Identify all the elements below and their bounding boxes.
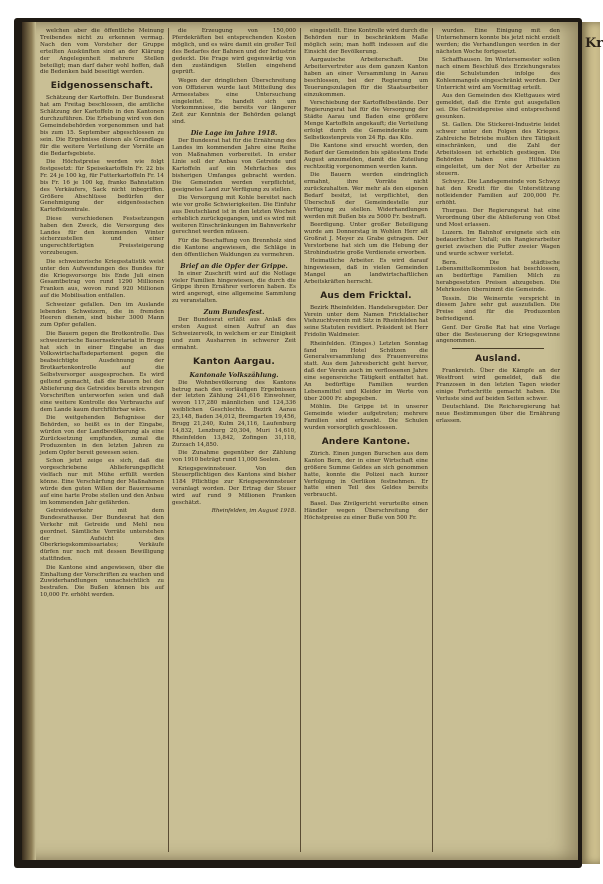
- article-paragraph: welchen aber die öffentliche Meinung Treibendes nicht zu erkennen vermag. Nach den vom Vorsteher der Gruppe erteilten Auskünften sind an der Klärung der Angelegenheit mehrere Stellen beteiligt; man darf daher wohl hoffen, daß die Bedenken bald beseitigt werden.: [40, 28, 164, 76]
- bound-volume: [14, 18, 582, 868]
- article-subheading: Zum Bundesfest.: [203, 308, 265, 317]
- article-paragraph: Die schweizerische Kriegsstatistik weist unter den Aufwendungen des Bundes für die Kriegsvorsorge bis Ende Juli einen Gesamtbetrag von rund 1290 Millionen Franken aus, wovon rund 920 Millionen auf die Mobilisation entfallen.: [40, 258, 164, 300]
- article-paragraph: Die Höchstpreise werden wie folgt festgesetzt: für Speisekartoffeln Fr. 22 bis Fr. 24 je 100 kg, für Futterkartoffeln Fr. 14 bis Fr. 16 je 100 kg, franko Bahnstation des Verkäufers, Sack nicht inbegriffen. Größere Abschlüsse bedürfen der Genehmigung der eidgenössischen Kartoffelzentrale.: [40, 159, 164, 214]
- article-paragraph: St. Gallen. Die Stickerei-Industrie leidet schwer unter den Folgen des Krieges. Zahlreiche Betriebe mußten ihre Tätigkeit einschränken, und die Zahl der Arbeitslosen ist erheblich gestiegen. Die Behörden haben eine Hilfsaktion eingeleitet, um der Not der Arbeiter zu steuern.: [436, 122, 560, 177]
- article-paragraph: Rheinfelden. (Einges.) Letzten Sonntag fand im Hotel Schützen die Generalversammlung des Frauenvereins statt. Aus dem Jahresbericht geht hervor, daß der Verein auch im verflossenen Jahre eine segensreiche Tätigkeit entfaltet hat. An bedürftige Familien wurden Lebensmittel und Kleider im Werte von über 2000 Fr. abgegeben.: [304, 340, 428, 402]
- article-paragraph: Möhlin. Die Grippe ist in unserer Gemeinde wieder aufgetreten; mehrere Familien sind erkrankt. Die Schulen wurden vorsorglich geschlossen.: [304, 404, 428, 432]
- article-paragraph: Schaffhausen. Im Wintersemester sollen nach einem Beschluß des Erziehungsrates die Schulstunden infolge des Kohlenmangels eingeschränkt werden. Der Unterricht wird am Vormittag erteilt.: [436, 57, 560, 91]
- article-paragraph: Diese verschiedenen Festsetzungen haben den Zweck, die Versorgung des Landes für den kommenden Winter sicherzustellen und einer ungerechtfertigten Preissteigerung vorzubeugen.: [40, 215, 164, 257]
- article-paragraph: die Erzeugung von 150,000 Pferdekräften bei entsprechenden Kosten möglich, und es wäre damit ein großer Teil des Bedarfes der Bahnen und der Industrie gedeckt. Die Frage wird gegenwärtig von den zuständigen Stellen eingehend geprüft.: [172, 28, 296, 76]
- article-paragraph: Die weitgehenden Befugnisse der Behörden, so heißt es in der Eingabe, würden von der Landbevölkerung als eine Zurücksetzung empfunden, zumal die Produzenten in den letzten Jahren zu jedem Opfer bereit gewesen seien.: [40, 415, 164, 456]
- article-paragraph: Tessin. Die Weinernte verspricht in diesem Jahre sehr gut auszufallen. Die Preise sind für die Produzenten befriedigend.: [436, 295, 560, 323]
- binding-gutter: [22, 22, 36, 860]
- article-paragraph: Frankreich. Über die Kämpfe an der Westfront wird gemeldet, daß die Franzosen in den letzten Tagen wieder einige Fortschritte gemacht haben. Die Verluste sind auf beiden Seiten schwer.: [436, 368, 560, 402]
- article-paragraph: Schweizer gefallen. Den im Auslande lebenden Schweizern, die in fremden Heeren dienen, sind bisher 3000 Mann zum Opfer gefallen.: [40, 301, 164, 329]
- article-paragraph: Bern. Die städtische Lebensmittelkommission hat beschlossen, an bedürftige Familien Milch zu herabgesetzten Preisen abzugeben. Die Mehrkosten übernimmt die Gemeinde.: [436, 259, 560, 294]
- article-paragraph: Schwyz. Die Landsgemeinde von Schwyz hat den Kredit für die Unterstützung notleidender Familien auf 200,000 Fr. erhöht.: [436, 179, 560, 206]
- column-2: [172, 28, 296, 852]
- newspaper-page: [22, 22, 578, 860]
- article-paragraph: Schätzung der Kartoffeln. Der Bundesrat hat am Freitag beschlossen, die amtliche Schätzung der Kartoffeln in den Kantonen durchzuführen. Die Erhebung wird von den Gemeindebehörden vorgenommen und hat bis zum 15. September abgeschlossen zu sein. Die Ergebnisse dienen als Grundlage für die weitere Verteilung der Vorräte an die Bedarfsgebiete.: [40, 95, 164, 157]
- article-paragraph: Für die Beschaffung von Brennholz sind die Kantone angewiesen, die Schläge in den öffentlichen Waldungen zu vermehren.: [172, 237, 296, 258]
- article-paragraph: Der Bundesrat hat für die Ernährung des Landes im kommenden Jahre eine Reihe von Maßnahmen vorbereitet. In erster Linie soll der Anbau von Getreide und Kartoffeln auf ein Mehrfaches des bisherigen Umfanges gebracht werden. Die Gemeinden werden verpflichtet, geeignetes Land zur Verfügung zu stellen.: [172, 138, 296, 193]
- section-heading: Ausland.: [475, 354, 521, 365]
- article-paragraph: wurden. Eine Einigung mit den Unternehmern konnte bis jetzt nicht erzielt werden; die Verhandlungen werden in der nächsten Woche fortgesetzt.: [436, 28, 560, 55]
- article-paragraph: Die Kantone sind angewiesen, über die Einhaltung der Vorschriften zu wachen und Zuwiderhandlungen unnachsichtlich zu bestrafen. Die Bußen können bis auf 10,000 Fr. erhöht werden.: [40, 564, 164, 599]
- column-rule: [432, 28, 433, 852]
- article-paragraph: Luzern. Im Bahnhof ereignete sich ein bedauerlicher Unfall; ein Rangierarbeiter geriet zwischen die Puffer zweier Wagen und wurde schwer verletzt.: [436, 230, 560, 258]
- column-4: [436, 28, 560, 852]
- article-subheading: Kantonale Volkszählung.: [189, 370, 279, 379]
- article-paragraph: Basel. Das Zivilgericht verurteilte einen Händler wegen Überschreitung der Höchstpreise zu einer Buße von 500 Fr.: [304, 500, 428, 521]
- article-subheading: Brief an die Opfer der Grippe.: [180, 261, 288, 270]
- article-paragraph: In einer Zuschrift wird auf die Notlage vieler Familien hingewiesen, die durch die Grippe ihren Ernährer verloren haben. Es wird angeregt, eine allgemeine Sammlung zu veranstalten.: [172, 270, 296, 305]
- article-paragraph: Zürich. Einen jungen Burschen aus dem Kanton Bern, der in einer Wirtschaft eine größere Summe Geldes an sich genommen hatte, konnte die Polizei nach kurzer Verfolgung in Oerlikon festnehmen. Er hatte einen Teil des Geldes bereits verbraucht.: [304, 450, 428, 499]
- article-paragraph: Bezirk Rheinfelden. Handelsregister. Der Verein unter dem Namen Fricktalischer Viehzuchtverein mit Sitz in Rheinfelden hat seine Statuten revidiert. Präsident ist Herr Fridolin Waldmeier.: [304, 304, 428, 339]
- article-paragraph: Thurgau. Der Regierungsrat hat eine Verordnung über die Ablieferung von Obst und Most erlassen.: [436, 208, 560, 228]
- article-paragraph: Die Versorgung mit Kohle bereitet nach wie vor große Schwierigkeiten. Die Einfuhr aus Deutschland ist in den letzten Wochen erheblich zurückgegangen, und es wird mit weiteren Einschränkungen im Bahnverkehr gerechnet werden müssen.: [172, 194, 297, 236]
- facing-page-edge: [582, 22, 603, 864]
- section-heading: Eidgenossenschaft.: [50, 81, 154, 92]
- article-paragraph: Aargauische Arbeiterschaft. Die Arbeitervertreter aus dem ganzen Kanton haben an einer Versammlung in Aarau beschlossen, bei der Regierung um Teuerungszulagen für die Staatsarbeiter einzukommen.: [304, 57, 428, 98]
- article-paragraph: Die Bauern gegen die Brotkontrolle. Das schweizerische Bauernsekretariat in Brugg hat sich in einer Eingabe an das Volkswirtschaftsdepartement gegen die beabsichtigte Ausdehnung der Brotkartenkontrolle auf die Selbstversorger ausgesprochen. Es wird geltend gemacht, daß die Bauern bei der Ablieferung des Getreides bereits strengen Vorschriften unterworfen seien und daß eine weitere Kontrolle des Verbrauchs auf dem Lande kaum durchführbar wäre.: [40, 330, 164, 413]
- article-paragraph: eingestellt. Eine Kontrolle wird durch die Behörden nur in beschränktem Maße möglich sein; man hofft indessen auf die Einsicht der Bevölkerung.: [304, 28, 428, 55]
- column-rule: [168, 28, 169, 852]
- article-paragraph: Kriegsgewinnsteuer. Von den Steuerpflichtigen des Kantons sind bisher 1184 Pflichtige zur Kriegsgewinnsteuer veranlagt worden. Der Ertrag der Steuer wird auf rund 9 Millionen Franken geschätzt.: [172, 465, 296, 507]
- article-paragraph: Schon jetzt zeige es sich, daß die vorgeschriebene Ablieferungspflicht vielfach nur mit Mühe erfüllt werden könne. Eine Verschärfung der Maßnahmen würde den guten Willen der Bauernsame auf eine harte Probe stellen und den Anbau im kommenden Jahr gefährden.: [40, 458, 164, 506]
- article-paragraph: Die Kantone sind ersucht worden, den Bedarf der Gemeinden bis spätestens Ende August anzumelden, damit die Zuteilung rechtzeitig vorgenommen werden kann.: [304, 143, 428, 170]
- facing-page-fragment: Kr: [585, 36, 603, 51]
- article-paragraph: Die Bauern werden eindringlich ermahnt, ihre Vorräte nicht zurückzuhalten. Wer mehr als den eigenen Bedarf besitzt, ist verpflichtet, den Überschuß der Gemeindestelle zur Verfügung zu stellen. Widerhandlungen werden mit Bußen bis zu 5000 Fr. bestraft.: [304, 172, 428, 220]
- column-rule: [300, 28, 301, 852]
- article-paragraph: Der Bundesrat erläßt aus Anlaß des ersten August einen Aufruf an das Schweizervolk, in welchem er zur Einigkeit und zum Ausharren in schwerer Zeit ermahnt.: [172, 317, 296, 351]
- article-paragraph: Getreideverkehr mit dem Bundesrathause. Der Bundesrat hat den Verkehr mit Getreide und Mehl neu geordnet. Sämtliche Vorräte unterstehen der Aufsicht des Oberkriegskommissariates; Verkäufe dürfen nur noch mit dessen Bewilligung stattfinden.: [40, 507, 164, 563]
- column-3: [304, 28, 428, 852]
- dateline: Rheinfelden, im August 1918.: [211, 508, 296, 515]
- article-paragraph: Deutschland. Die Reichsregierung hat neue Bestimmungen über die Ernährung erlassen.: [436, 404, 560, 425]
- article-paragraph: Aus den Gemeinden des Klettgaues wird gemeldet, daß die Ernte gut ausgefallen sei. Die Getreidepreise sind entsprechend gesunken.: [436, 93, 560, 120]
- article-paragraph: Genf. Der Große Rat hat eine Vorlage über die Besteuerung der Kriegsgewinne angenommen.: [436, 324, 560, 345]
- article-paragraph: Die Wohnbevölkerung des Kantons betrug nach den vorläufigen Ergebnissen der letzten Zählung 241,616 Einwohner, wovon 117,280 männlichen und 124,336 weiblichen Geschlechts. Bezirk Aarau 23,148, Baden 34,012, Bremgarten 19,456, Brugg 21,240, Kulm 24,116, Laufenburg 14,832, Lenzburg 20,304, Muri 14,610, Rheinfelden 13,842, Zofingen 31,118, Zurzach 14,850.: [172, 379, 296, 448]
- section-heading: Andere Kantone.: [321, 436, 411, 447]
- section-divider: [452, 348, 544, 349]
- article-paragraph: Beerdigung. Unter großer Beteiligung wurde am Donnerstag in Wohlen Herr alt Großrat J. Meyer zu Grabe getragen. Der Verstorbene hat sich um die Hebung der Strohindustrie große Verdienste erworben.: [304, 221, 428, 256]
- article-paragraph: Wegen der dringlichen Überschreitung von Offizieren wurde laut Mitteilung des Armeestabes eine Untersuchung eingeleitet. Es handelt sich um Vorkommnisse, die bereits vor längerer Zeit zur Kenntnis der Behörden gelangt sind.: [172, 77, 296, 126]
- article-paragraph: Verschiebung der Kartoffelbestände. Der Regierungsrat hat für die Versorgung der Städte Aarau und Baden eine größere Menge Kartoffeln angekauft; die Verteilung erfolgt durch die Gemeinderäte zum Selbstkostenpreis von 24 Rp. das Kilo.: [304, 100, 428, 141]
- article-paragraph: Heimatliche Arbeiter. Es wird darauf hingewiesen, daß in vielen Gemeinden Mangel an landwirtschaftlichen Arbeitskräften herrscht.: [304, 258, 428, 285]
- article-subheading: Die Lage im Jahre 1918.: [190, 129, 278, 138]
- column-1: [40, 28, 164, 852]
- section-heading: Aus dem Fricktal.: [320, 290, 412, 301]
- article-paragraph: Die Zunahme gegenüber der Zählung von 1910 beträgt rund 11,000 Seelen.: [172, 450, 296, 464]
- section-heading: Kanton Aargau.: [192, 356, 276, 367]
